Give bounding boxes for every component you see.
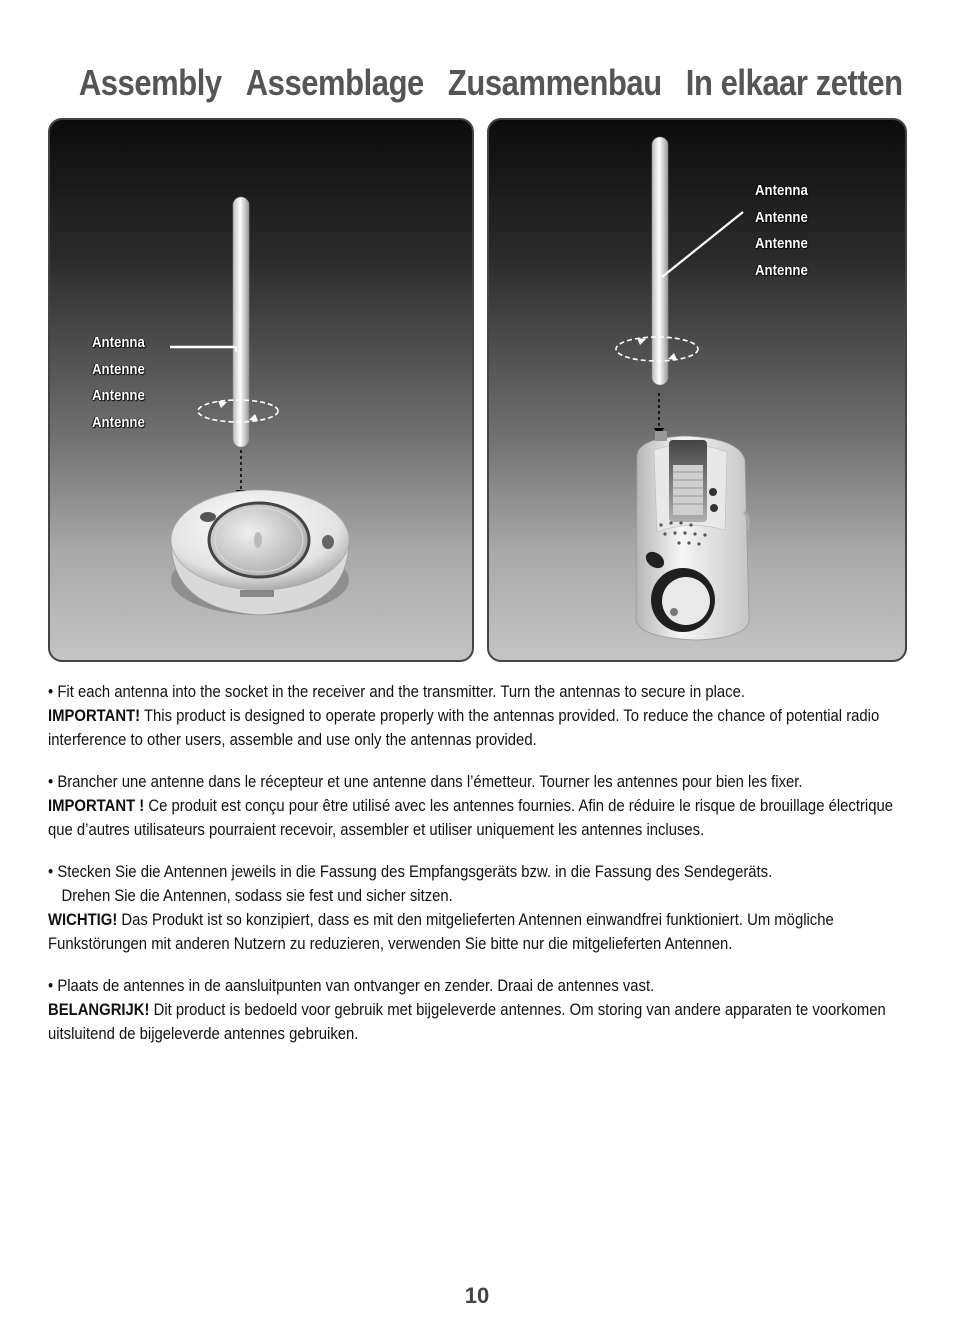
label-antenna-de: Antenne: [92, 387, 145, 404]
receiver-base: [171, 490, 349, 615]
instruction-line-2: Drehen Sie die Antennen, sodass sie fest und sicher sitzen.: [61, 887, 453, 905]
warning-text: Ce produit est conçu pour être utilisé avec les antennes fournies. Afin de réduire le risque de brouillage électrique que d’autres utilisateurs pourraient recevoir, assembler et utiliser uniquement les antennes incluses.: [48, 797, 893, 839]
insert-arrow-icon: [654, 393, 664, 437]
warning-label: WICHTIG!: [48, 911, 118, 929]
title-de: Zusammenbau: [447, 62, 662, 104]
warning-label: IMPORTANT !: [48, 797, 145, 815]
label-antenna-fr: Antenne: [755, 208, 808, 226]
instruction-line: • Plaats de antennes in de aansluitpunten van ontvanger en zender. Draai de antennes vast.: [48, 977, 655, 995]
page-title: [67, 62, 903, 104]
instructions-en: [48, 680, 908, 752]
warning-label: IMPORTANT!: [48, 707, 141, 725]
label-antenna-nl: Antenne: [755, 261, 808, 279]
transmitter-body: [636, 431, 749, 640]
label-antenna-nl: Antenne: [92, 413, 145, 431]
warning-text: Dit product is bedoeld voor gebruik met bijgeleverde antennes. Om storing van andere apparaten te voorkomen uitsluitend de bijgeleverde antennes gebruiken.: [48, 1001, 886, 1043]
instructions-nl: [48, 974, 908, 1046]
antenna-left: [233, 197, 249, 447]
transmitter-drawing: [489, 120, 905, 660]
warning-text: This product is designed to operate properly with the antennas provided. To reduce the chance of potential radio interference to other users, assemble and use only the antennas provided.: [48, 707, 880, 749]
label-antenna-en: Antenna: [755, 182, 808, 199]
label-antenna-en: Antenna: [92, 334, 145, 351]
title-en: Assembly: [78, 62, 222, 104]
warning-text: Das Produkt ist so konzipiert, dass es mit den mitgelieferten Antennen einwandfrei funktioniert. Um mögliche Funkstörungen mit anderen Nutzern zu reduzieren, verwenden Sie bitte nur die mitgelieferten Antennen.: [48, 911, 834, 953]
title-fr: Assemblage: [245, 62, 424, 104]
instruction-line: • Fit each antenna into the socket in the receiver and the transmitter. Turn the antennas to secure in place.: [48, 683, 745, 701]
instructions-de: [48, 860, 908, 956]
label-antenna-fr: Antenne: [92, 360, 145, 378]
page-number: 10: [464, 1283, 490, 1308]
warning-label: BELANGRIJK!: [48, 1001, 150, 1019]
receiver-illustration: [48, 118, 474, 662]
left-label-stack: [92, 330, 145, 436]
instruction-line: • Stecken Sie die Antennen jeweils in die Fassung des Empfangsgeräts bzw. in die Fassung des Sendegeräts.: [48, 863, 773, 881]
instructions-fr: [48, 770, 908, 842]
transmitter-illustration: [487, 118, 907, 662]
right-label-stack: [755, 178, 808, 284]
title-nl: In elkaar zetten: [685, 62, 903, 104]
instruction-line: • Brancher une antenne dans le récepteur et une antenne dans l’émetteur. Tourner les antennes pour bien les fixer.: [48, 773, 803, 791]
label-antenna-de: Antenne: [755, 235, 808, 252]
antenna-right: [652, 137, 668, 385]
instructions: [48, 680, 908, 1064]
